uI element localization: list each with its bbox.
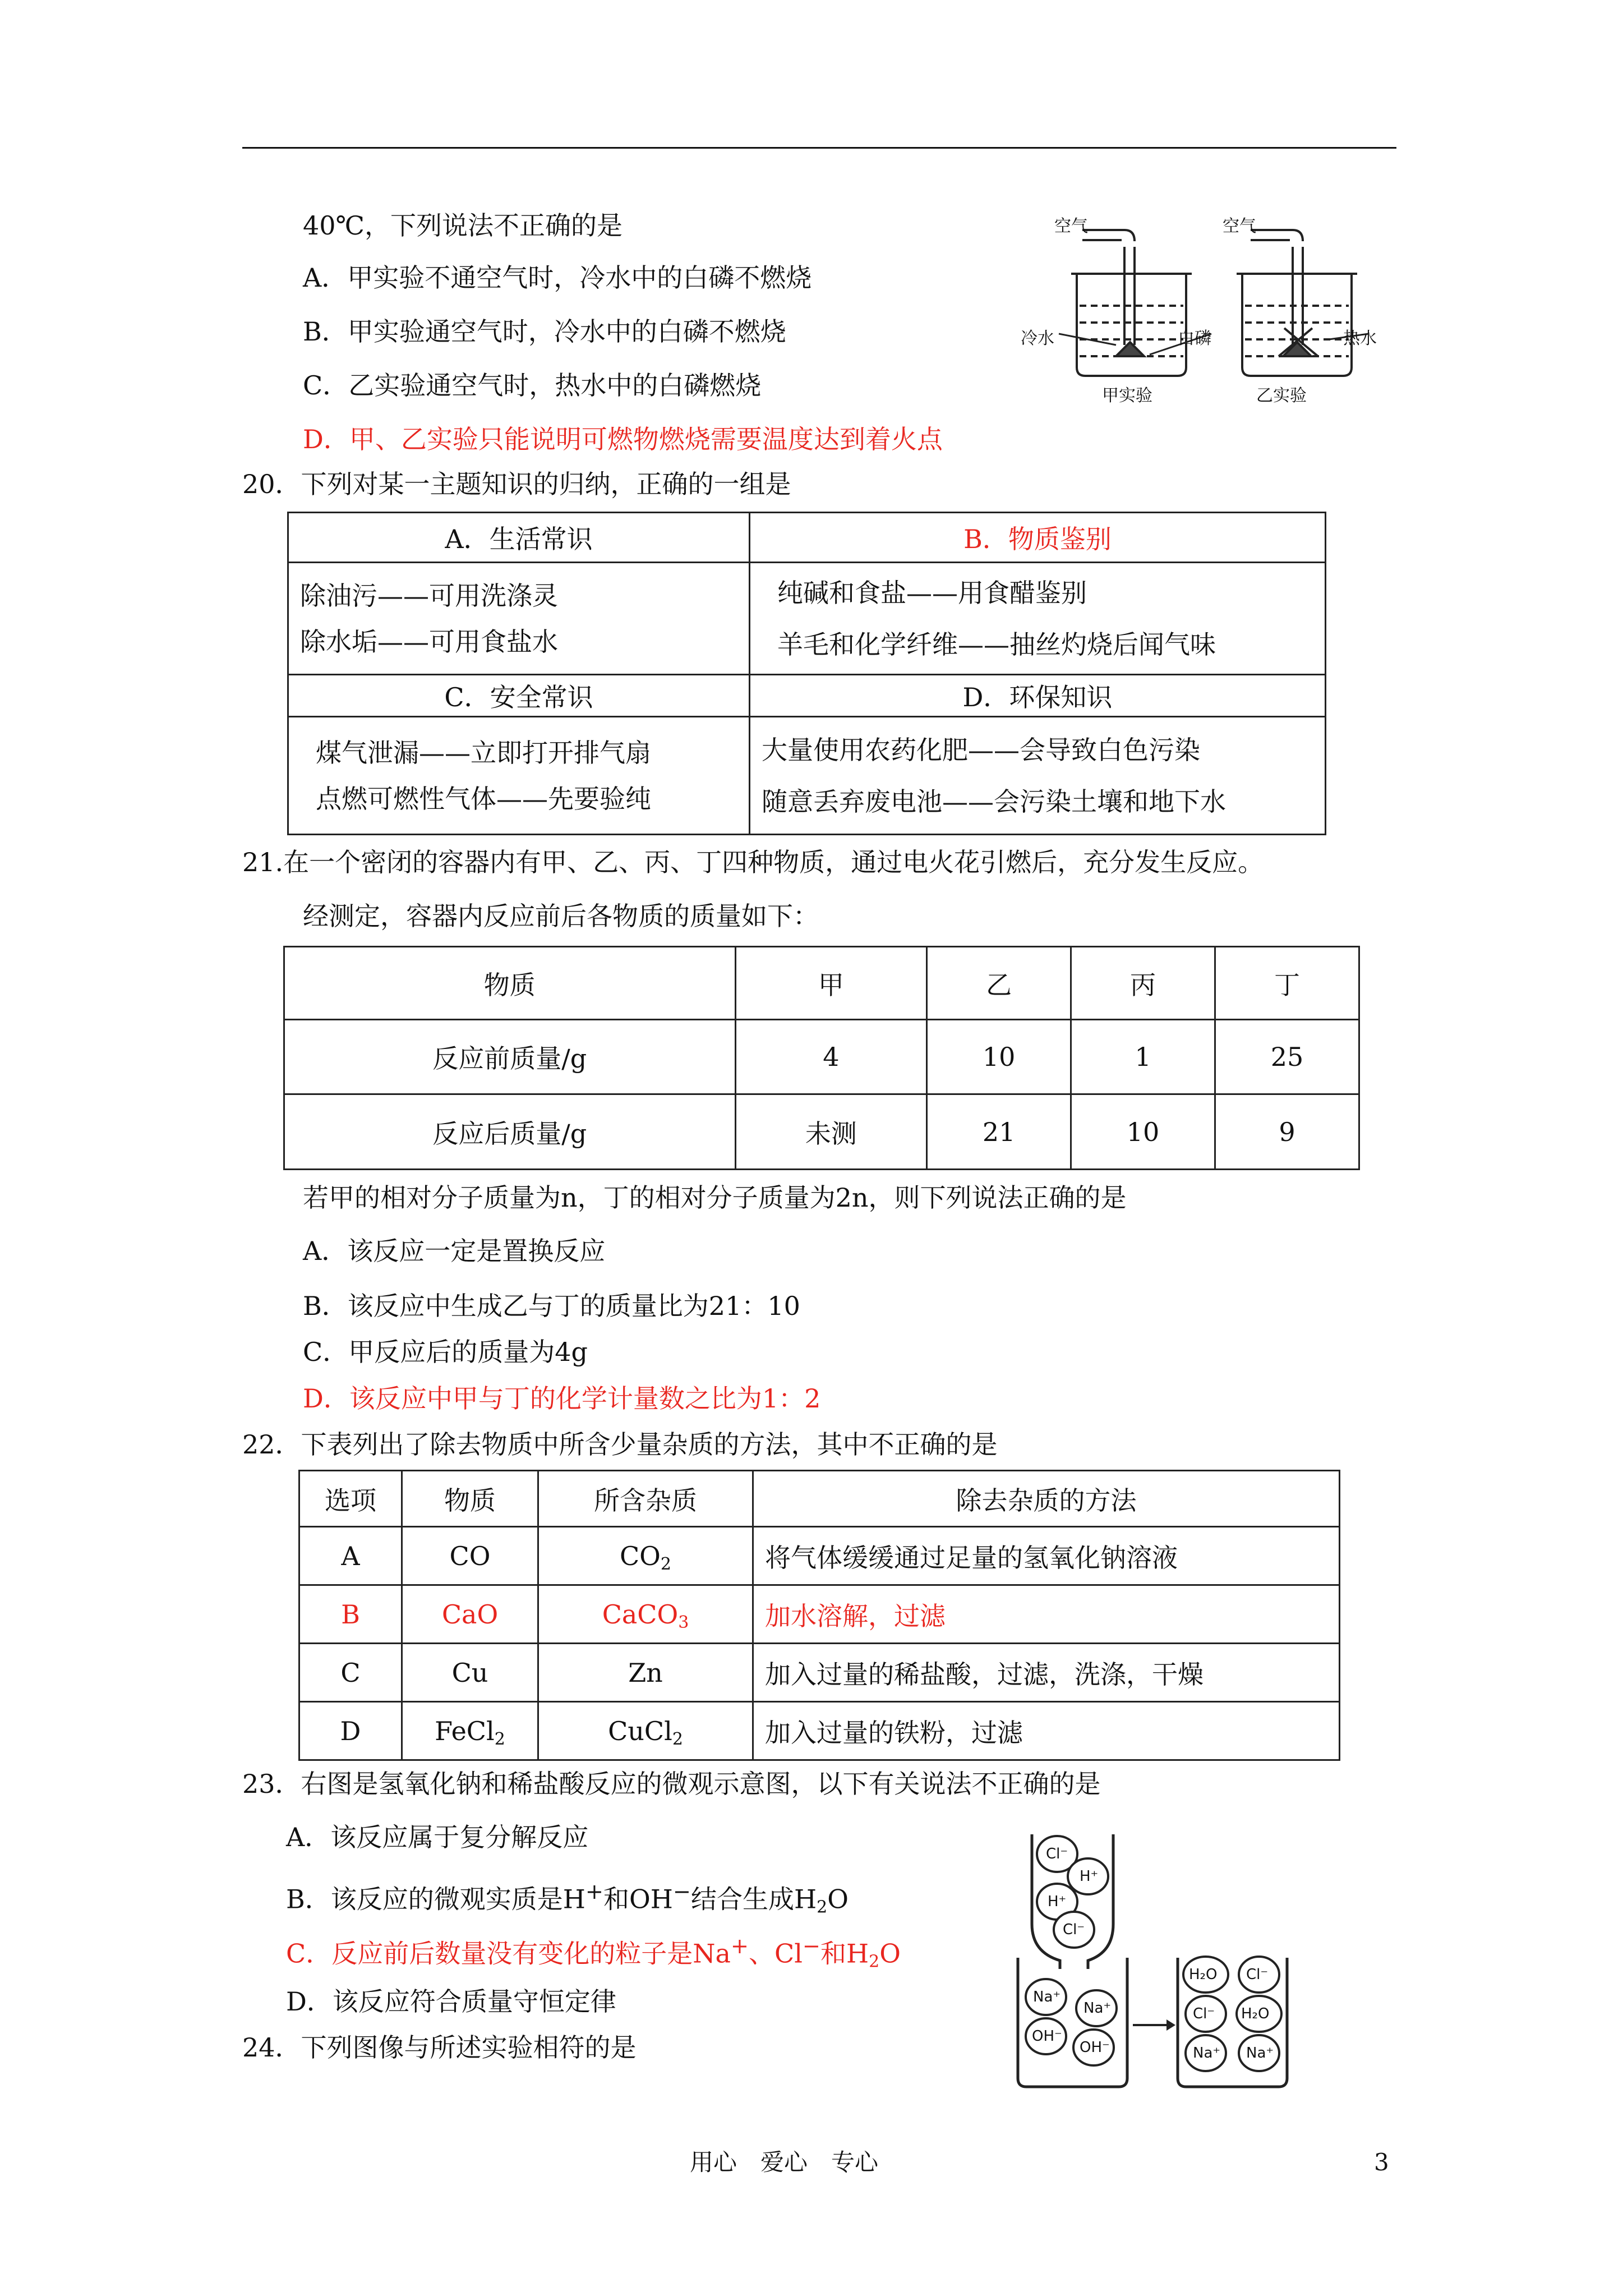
q20-d-title: D．环保知识	[750, 675, 1326, 717]
table-row	[299, 1702, 1340, 1760]
q20-d-line-1: 大量使用农药化肥——会导致白色污染	[762, 734, 1200, 765]
q20-b-title: B．物质鉴别	[750, 513, 1326, 563]
ion-label-na: Na⁺	[1083, 2000, 1112, 2017]
ion-label-na: Na⁺	[1193, 2045, 1221, 2062]
ion-label-h2o: H₂O	[1241, 2005, 1270, 2022]
q21-option-c: C．甲反应后的质量为4g	[303, 1337, 588, 1367]
q23-b-text-1: B．该反应的微观实质是H	[286, 1884, 585, 1915]
table-cell: 将气体缓缓通过足量的氢氧化钠溶液	[753, 1527, 1340, 1585]
table-row	[299, 1585, 1340, 1644]
ion-label-h: H⁺	[1080, 1868, 1099, 1885]
q20-d-line-2: 随意丢弃废电池——会污染土壤和地下水	[762, 786, 1226, 817]
table-cell: 21	[927, 1094, 1071, 1170]
q21-header-bing: 丙	[1071, 947, 1215, 1020]
q23-c-text-3: 和H	[820, 1938, 869, 1969]
q22-header-method: 除去杂质的方法	[753, 1471, 1340, 1527]
table-cell: CO	[402, 1527, 538, 1585]
q20-a-body	[288, 563, 750, 675]
q21-mass-table	[283, 946, 1360, 1170]
q23-c-text-4: O	[879, 1938, 901, 1969]
ion-label-cl: Cl⁻	[1063, 1921, 1085, 1938]
q21-stem-2: 经测定，容器内反应前后各物质的质量如下：	[303, 901, 819, 931]
q20-b-line-1: 纯碱和食盐——用食醋鉴别	[777, 577, 1087, 608]
table-cell: 9	[1215, 1094, 1359, 1170]
phosphorus-experiment-figure	[1015, 208, 1385, 409]
q19-option-d: D．甲、乙实验只能说明可燃物燃烧需要温度达到着火点	[303, 424, 943, 454]
q20-a-line-2: 除水垢——可用食盐水	[300, 626, 558, 657]
q23-option-b: B．该反应的微观实质是H+和OH−结合生成$H_2O$	[286, 1879, 849, 1917]
q21-stem-1: 21.在一个密闭的容器内有甲、乙、丙、丁四种物质，通过电火花引燃后，充分发生反应。	[242, 847, 1264, 877]
table-cell: A	[299, 1527, 402, 1585]
q23-b-text-3: 结合生成H	[691, 1884, 817, 1915]
ion-label-cl: Cl⁻	[1046, 1846, 1068, 1862]
q24-stem: 24．下列图像与所述实验相符的是	[242, 2032, 637, 2063]
q20-c-body	[288, 717, 750, 835]
formula-subscript: 3	[678, 1612, 689, 1632]
q20-c-line-1: 煤气泄漏——立即打开排气扇	[316, 737, 651, 768]
q23-option-a: A．该反应属于复分解反应	[286, 1822, 589, 1852]
ion-label-h2o: H₂O	[1189, 1966, 1218, 1983]
q22-header-impurity: 所含杂质	[538, 1471, 753, 1527]
table-cell: Zn	[538, 1644, 753, 1702]
ion-label-h: H⁺	[1048, 1893, 1067, 1910]
q21-header-yi: 乙	[927, 947, 1071, 1020]
formula: CaCO	[602, 1599, 679, 1630]
beaker-b	[1237, 230, 1357, 376]
table-cell: 未测	[735, 1094, 927, 1170]
table-cell: 25	[1215, 1020, 1359, 1094]
q19-option-c: C．乙实验通空气时，热水中的白磷燃烧	[303, 370, 762, 401]
label-air-right: 空气	[1223, 217, 1256, 236]
table-cell: CaO	[402, 1585, 538, 1644]
ion-label-cl: Cl⁻	[1193, 2005, 1215, 2022]
table-row	[299, 1527, 1340, 1585]
q23-c-text-2: 、Cl	[749, 1938, 803, 1969]
q23-stem: 23．右图是氢氧化钠和稀盐酸反应的微观示意图，以下有关说法不正确的是	[242, 1769, 1101, 1799]
q20-c-title: C．安全常识	[288, 675, 750, 717]
label-cold-water: 冷水	[1021, 329, 1054, 348]
table-cell: 反应前质量/g	[284, 1020, 736, 1094]
footer-motto: 用心 爱心 专心	[690, 2148, 879, 2176]
q20-b-body	[750, 563, 1326, 675]
table-cell	[402, 1702, 538, 1760]
q21-header-substance: 物质	[284, 947, 736, 1020]
page-number: 3	[1374, 2148, 1389, 2176]
table-cell: D	[299, 1702, 402, 1760]
table-cell: 4	[735, 1020, 927, 1094]
q19-option-b: B．甲实验通空气时，冷水中的白磷不燃烧	[303, 316, 786, 347]
q19-option-a: A．甲实验不通空气时，冷水中的白磷不燃烧	[303, 263, 812, 293]
table-cell: 反应后质量/g	[284, 1094, 736, 1170]
formula-subscript: 2	[672, 1729, 683, 1749]
table-cell	[538, 1702, 753, 1760]
q22-stem: 22．下表列出了除去物质中所含少量杂质的方法，其中不正确的是	[242, 1429, 998, 1460]
q21-stem-3: 若甲的相对分子质量为n，丁的相对分子质量为2n，则下列说法正确的是	[303, 1182, 1127, 1213]
neutralization-micro-diagram	[1009, 1829, 1324, 2092]
label-air-left: 空气	[1054, 217, 1088, 236]
figure-leader-lines	[1059, 334, 1368, 355]
label-hot-water: 热水	[1343, 329, 1377, 348]
label-white-phosphorus: 白磷	[1178, 329, 1211, 348]
q20-b-line-2: 羊毛和化学纤维——抽丝灼烧后闻气味	[777, 629, 1216, 660]
ion-label-na: Na⁺	[1033, 1989, 1061, 2005]
table-row	[284, 1094, 1359, 1170]
table-cell: 10	[1071, 1094, 1215, 1170]
table-cell: 加入过量的铁粉，过滤	[753, 1702, 1340, 1760]
q23-option-c: C．反应前后数量没有变化的粒子是Na+、Cl−和$H_2O$	[286, 1934, 901, 1972]
beaker-a	[1071, 230, 1192, 376]
q22-impurity-table	[298, 1470, 1340, 1761]
table-cell: 10	[927, 1020, 1071, 1094]
q23-option-d: D．该反应符合质量守恒定律	[286, 1986, 616, 2017]
q21-option-a: A．该反应一定是置换反应	[303, 1236, 606, 1266]
table-cell: Cu	[402, 1644, 538, 1702]
q21-option-d: D．该反应中甲与丁的化学计量数之比为1：2	[303, 1383, 821, 1414]
formula: CuCl	[608, 1715, 672, 1746]
table-cell	[538, 1527, 753, 1585]
table-cell: B	[299, 1585, 402, 1644]
q21-option-b: B．该反应中生成乙与丁的质量比为21：10	[303, 1291, 800, 1321]
table-cell: 1	[1071, 1020, 1215, 1094]
formula: FeCl	[435, 1715, 495, 1746]
label-exp-a: 甲实验	[1102, 386, 1152, 406]
table-cell: 加入过量的稀盐酸，过滤，洗涤，干燥	[753, 1644, 1340, 1702]
formula-subscript: 2	[660, 1554, 671, 1574]
q19-stem: 40℃，下列说法不正确的是	[303, 210, 623, 241]
table-cell: C	[299, 1644, 402, 1702]
q22-header-option: 选项	[299, 1471, 402, 1527]
q20-stem: 20．下列对某一主题知识的归纳，正确的一组是	[242, 469, 791, 499]
q21-header-ding: 丁	[1215, 947, 1359, 1020]
table-cell: 加水溶解，过滤	[753, 1585, 1340, 1644]
q23-b-text-4: O	[827, 1884, 849, 1915]
q20-c-line-2: 点燃可燃性气体——先要验纯	[316, 783, 651, 814]
header-rule	[242, 147, 1396, 149]
ion-label-na: Na⁺	[1246, 2045, 1274, 2062]
label-exp-b: 乙实验	[1256, 386, 1307, 406]
table-row	[284, 1020, 1359, 1094]
q20-a-line-1: 除油污——可用洗涤灵	[300, 580, 558, 611]
ion-label-oh: OH⁻	[1080, 2039, 1110, 2056]
q23-b-text-2: 和OH	[603, 1884, 673, 1915]
q20-a-title: A．生活常识	[288, 513, 750, 563]
ion-label-oh: OH⁻	[1032, 2028, 1062, 2045]
table-row	[299, 1644, 1340, 1702]
ion-label-cl: Cl⁻	[1246, 1966, 1269, 1983]
q23-c-text-1: C．反应前后数量没有变化的粒子是Na	[286, 1938, 731, 1969]
q21-header-jia: 甲	[735, 947, 927, 1020]
formula: CO	[619, 1540, 661, 1571]
formula-subscript: 2	[494, 1729, 505, 1749]
q22-header-substance: 物质	[402, 1471, 538, 1527]
q20-d-body	[750, 717, 1326, 835]
table-cell	[538, 1585, 753, 1644]
q20-table	[287, 512, 1326, 835]
